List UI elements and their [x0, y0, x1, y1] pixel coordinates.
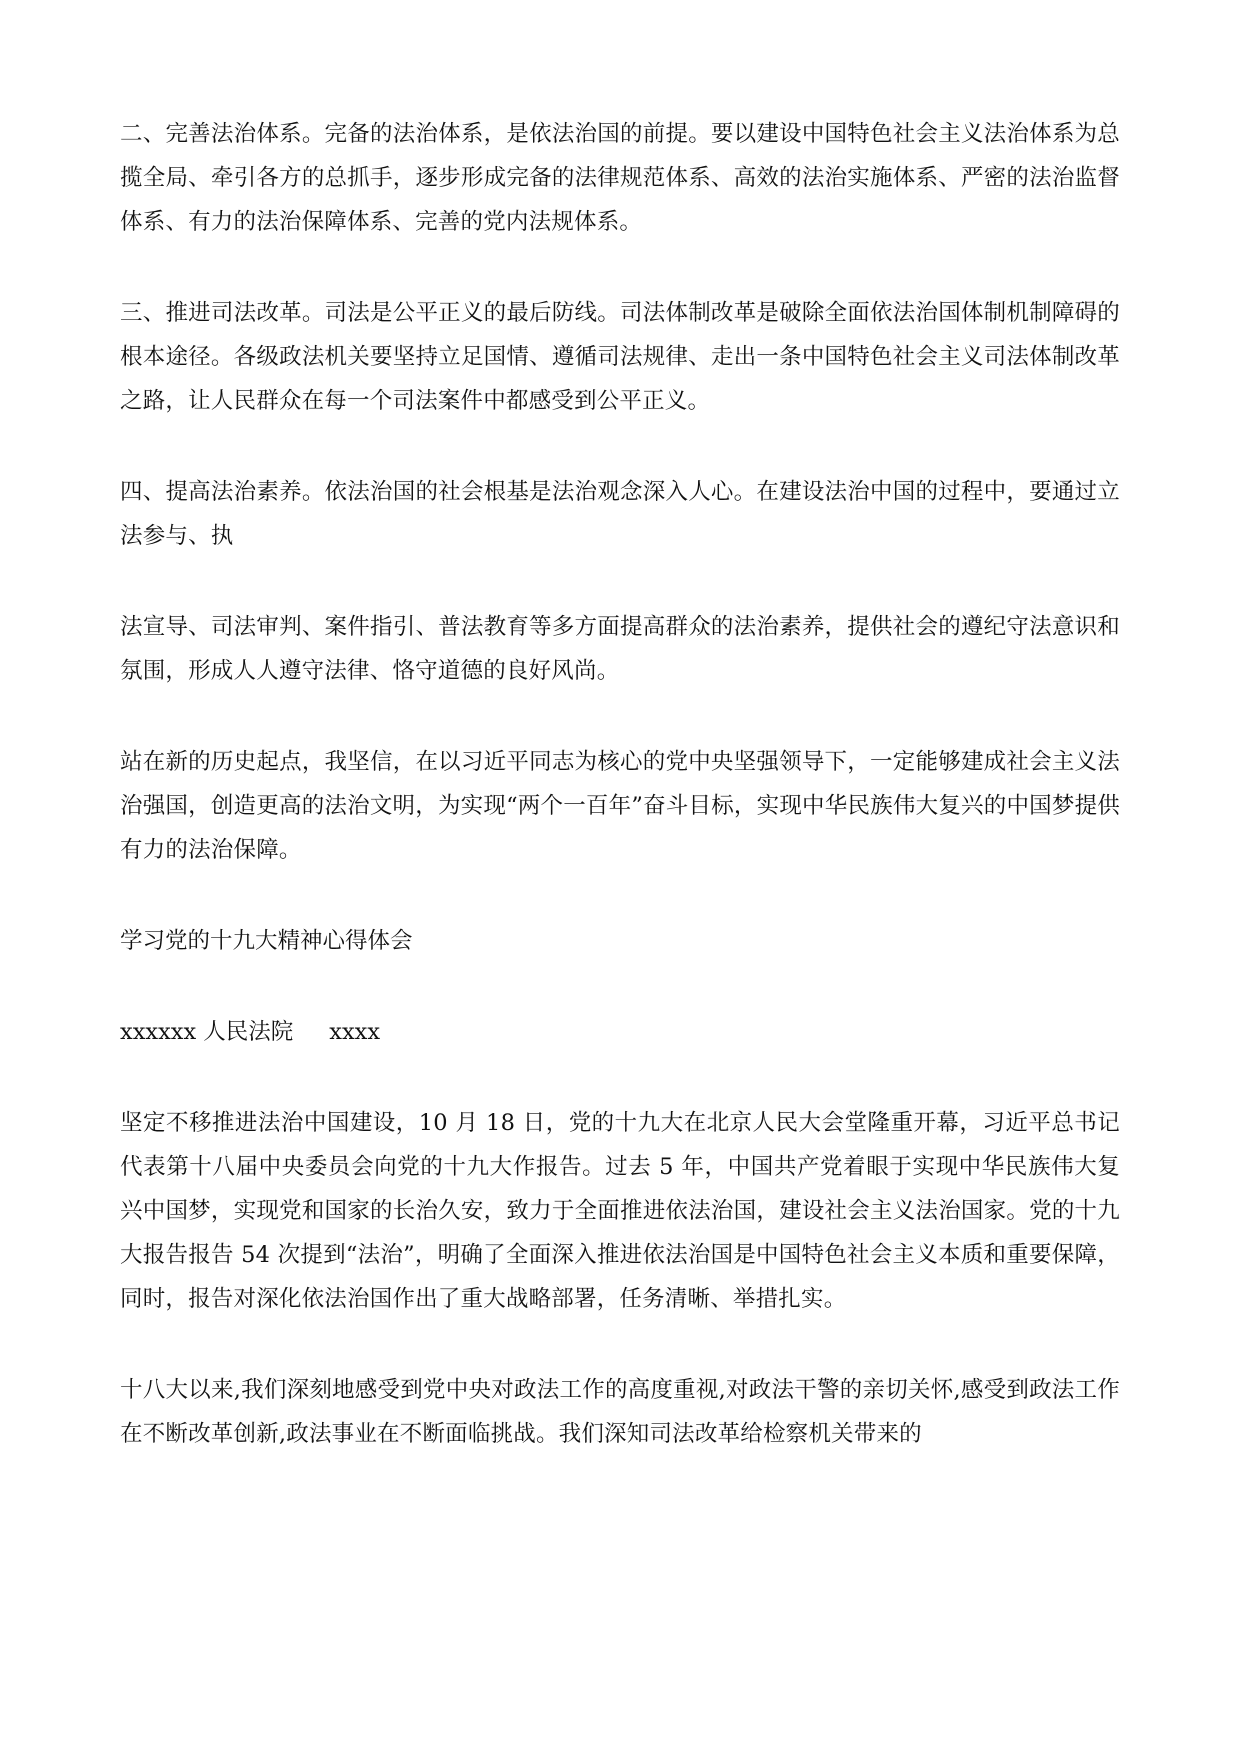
- byline-author: xxxx: [329, 1019, 381, 1045]
- paragraph-judicial-reform: 三、推进司法改革。司法是公平正义的最后防线。司法体制改革是破除全面依法治国体制机制障碍的根本途径。各级政法机关要坚持立足国情、遵循司法规律、走出一条中国特色社会主义司法体制改革之路，让人民群众在每一个司法案件中都感受到公平正义。: [120, 300, 1120, 414]
- paragraph-since-18th-congress: 十八大以来,我们深刻地感受到党中央对政法工作的高度重视,对政法干警的亲切关怀,感受到政法工作在不断改革创新,政法事业在不断面临挑战。我们深知司法改革给检察机关带来的: [120, 1377, 1120, 1447]
- byline: [120, 1010, 1120, 1054]
- paragraph-conclusion: 站在新的历史起点，我坚信，在以习近平同志为核心的党中央坚强领导下，一定能够建成社会主义法治强国，创造更高的法治文明，为实现“两个一百年”奋斗目标，实现中华民族伟大复兴的中国梦提供有力的法治保障。: [120, 749, 1120, 863]
- paragraph-legal-literacy-continued: 法宣导、司法审判、案件指引、普法教育等多方面提高群众的法治素养，提供社会的遵纪守法意识和氛围，形成人人遵守法律、恪守道德的良好风尚。: [120, 614, 1120, 684]
- article-title: 学习党的十九大精神心得体会: [120, 928, 413, 954]
- document-page: [120, 112, 1120, 1456]
- byline-organization: xxxxxx 人民法院: [120, 1019, 294, 1045]
- paragraph-improve-legal-system: 二、完善法治体系。完备的法治体系，是依法治国的前提。要以建设中国特色社会主义法治体系为总揽全局、牵引各方的总抓手，逐步形成完备的法律规范体系、高效的法治实施体系、严密的法治监督体系、有力的法治保障体系、完善的党内法规体系。: [120, 121, 1120, 235]
- paragraph-rule-of-law-construction: 坚定不移推进法治中国建设，10 月 18 日，党的十九大在北京人民大会堂隆重开幕，习近平总书记代表第十八届中央委员会向党的十九大作报告。过去 5 年，中国共产党着眼于实现中华民族伟大复兴中国梦，实现党和国家的长治久安，致力于全面推进依法治国，建设社会主义法治国家。党的十九大报告报告 54 次提到“法治”，明确了全面深入推进依法治国是中国特色社会主义本质和重要保障，同时，报告对深化依法治国作出了重大战略部署，任务清晰、举措扎实。: [120, 1110, 1120, 1312]
- paragraph-legal-literacy: 四、提高法治素养。依法治国的社会根基是法治观念深入人心。在建设法治中国的过程中，要通过立法参与、执: [120, 479, 1120, 549]
